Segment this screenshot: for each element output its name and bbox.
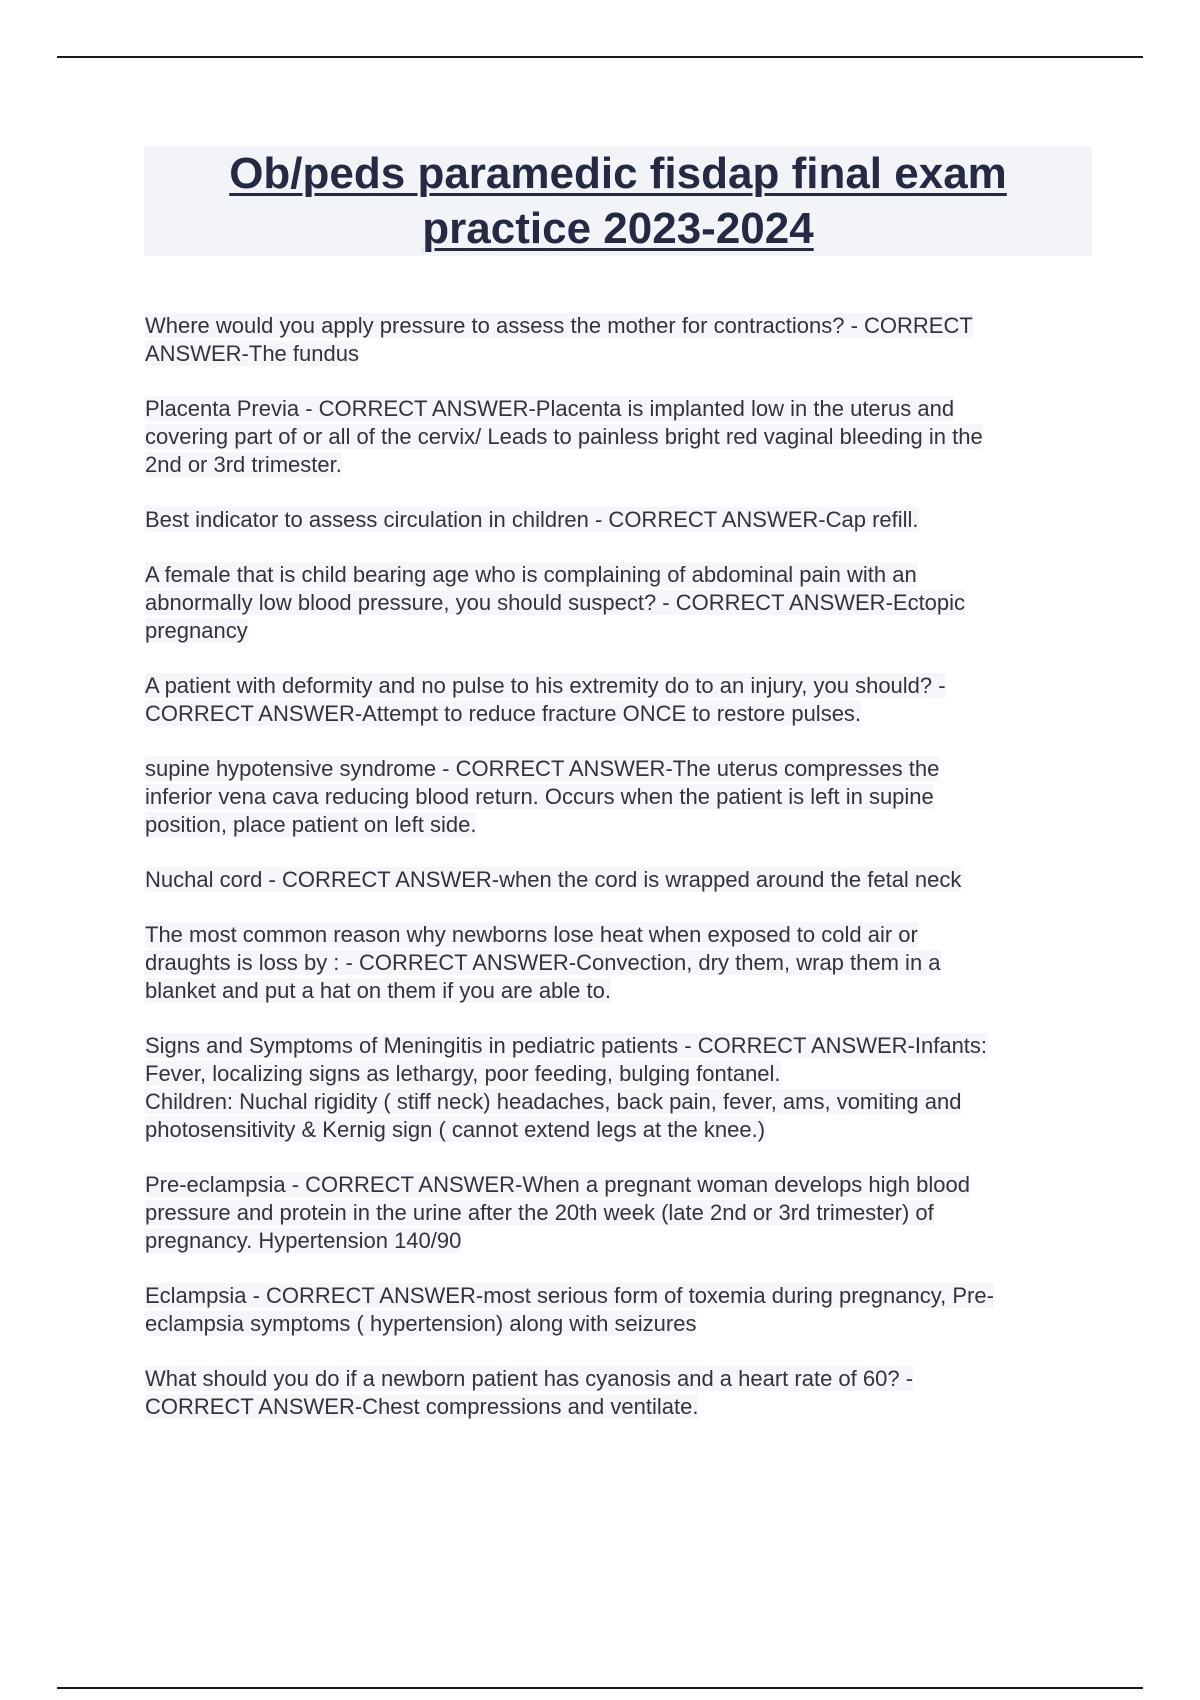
title-line-1: Ob/peds paramedic fisdap final exam (229, 149, 1007, 198)
qa-line-text: draughts is loss by : - CORRECT ANSWER-Convection, dry them, wrap them in a (145, 950, 941, 975)
qa-line-text: 2nd or 3rd trimester. (145, 452, 342, 477)
title-banner (144, 146, 1092, 256)
qa-line (145, 340, 1085, 368)
qa-line (145, 312, 1085, 340)
qa-line-text: Where would you apply pressure to assess the mother for contractions? - CORRECT (145, 313, 973, 338)
qa-line-text: A female that is child bearing age who is complaining of abdominal pain with an (145, 562, 917, 587)
qa-line (145, 1060, 1085, 1088)
qa-line-text: A patient with deformity and no pulse to his extremity do to an injury, you should? - (145, 673, 946, 698)
qa-line-text: The most common reason why newborns lose heat when exposed to cold air or (145, 922, 918, 947)
qa-line-text: eclampsia symptoms ( hypertension) along with seizures (145, 1311, 697, 1336)
qa-line (145, 783, 1085, 811)
qa-line-text: Eclampsia - CORRECT ANSWER-most serious form of toxemia during pregnancy, Pre- (145, 1283, 994, 1308)
qa-item (145, 312, 1085, 368)
qa-line (145, 1227, 1085, 1255)
qa-line (145, 1088, 1085, 1116)
qa-line (145, 561, 1085, 589)
qa-line-text: abnormally low blood pressure, you should suspect? - CORRECT ANSWER-Ectopic (145, 590, 966, 615)
qa-line (145, 423, 1085, 451)
qa-item (145, 1032, 1085, 1144)
qa-line-text: position, place patient on left side. (145, 812, 477, 837)
qa-line-text: supine hypotensive syndrome - CORRECT ANSWER-The uterus compresses the (145, 756, 940, 781)
qa-line (145, 451, 1085, 479)
qa-line-text: Nuchal cord - CORRECT ANSWER-when the cord is wrapped around the fetal neck (145, 867, 962, 892)
qa-line-text: CORRECT ANSWER-Chest compressions and ventilate. (145, 1394, 699, 1419)
qa-line-text: Pre-eclampsia - CORRECT ANSWER-When a pregnant woman develops high blood (145, 1172, 970, 1197)
qa-line (145, 700, 1085, 728)
qa-line-text: What should you do if a newborn patient has cyanosis and a heart rate of 60? - (145, 1366, 914, 1391)
qa-line (145, 672, 1085, 700)
qa-line (145, 866, 1085, 894)
qa-line-text: pregnancy (145, 618, 248, 643)
qa-item (145, 755, 1085, 839)
qa-item (145, 1365, 1085, 1421)
qa-item (145, 921, 1085, 1005)
qa-line-text: covering part of or all of the cervix/ Leads to painless bright red vaginal bleeding in the (145, 424, 983, 449)
qa-line (145, 1199, 1085, 1227)
qa-item (145, 561, 1085, 645)
qa-line-text: Best indicator to assess circulation in children - CORRECT ANSWER-Cap refill. (145, 507, 919, 532)
qa-line-text: ANSWER-The fundus (145, 341, 359, 366)
qa-line-text: Fever, localizing signs as lethargy, poor feeding, bulging fontanel. (145, 1061, 781, 1086)
qa-list (145, 312, 1085, 1448)
qa-line (145, 921, 1085, 949)
qa-item (145, 866, 1085, 894)
qa-line (145, 617, 1085, 645)
qa-item (145, 672, 1085, 728)
qa-item (145, 506, 1085, 534)
qa-item (145, 395, 1085, 479)
page-title (229, 146, 1007, 256)
qa-item (145, 1282, 1085, 1338)
qa-line-text: pressure and protein in the urine after the 20th week (late 2nd or 3rd trimester) of (145, 1200, 934, 1225)
qa-item (145, 1171, 1085, 1255)
qa-line-text: photosensitivity & Kernig sign ( cannot extend legs at the knee.) (145, 1117, 766, 1142)
qa-line (145, 395, 1085, 423)
qa-line (145, 977, 1085, 1005)
qa-line (145, 589, 1085, 617)
qa-line (145, 506, 1085, 534)
qa-line (145, 1365, 1085, 1393)
qa-line (145, 1116, 1085, 1144)
qa-line (145, 755, 1085, 783)
qa-line-text: pregnancy. Hypertension 140/90 (145, 1228, 462, 1253)
qa-line (145, 1032, 1085, 1060)
qa-line-text: Children: Nuchal rigidity ( stiff neck) headaches, back pain, fever, ams, vomiting and (145, 1089, 962, 1114)
bottom-divider (57, 1687, 1143, 1689)
qa-line (145, 1171, 1085, 1199)
qa-line (145, 1393, 1085, 1421)
title-line-2: practice 2023-2024 (422, 204, 814, 253)
top-divider (57, 56, 1143, 58)
qa-line (145, 949, 1085, 977)
qa-line-text: CORRECT ANSWER-Attempt to reduce fracture ONCE to restore pulses. (145, 701, 862, 726)
qa-line (145, 1310, 1085, 1338)
qa-line-text: Placenta Previa - CORRECT ANSWER-Placenta is implanted low in the uterus and (145, 396, 955, 421)
qa-line (145, 1282, 1085, 1310)
qa-line-text: blanket and put a hat on them if you are able to. (145, 978, 611, 1003)
qa-line (145, 811, 1085, 839)
qa-line-text: inferior vena cava reducing blood return. Occurs when the patient is left in supine (145, 784, 934, 809)
qa-line-text: Signs and Symptoms of Meningitis in pediatric patients - CORRECT ANSWER-Infants: (145, 1033, 988, 1058)
